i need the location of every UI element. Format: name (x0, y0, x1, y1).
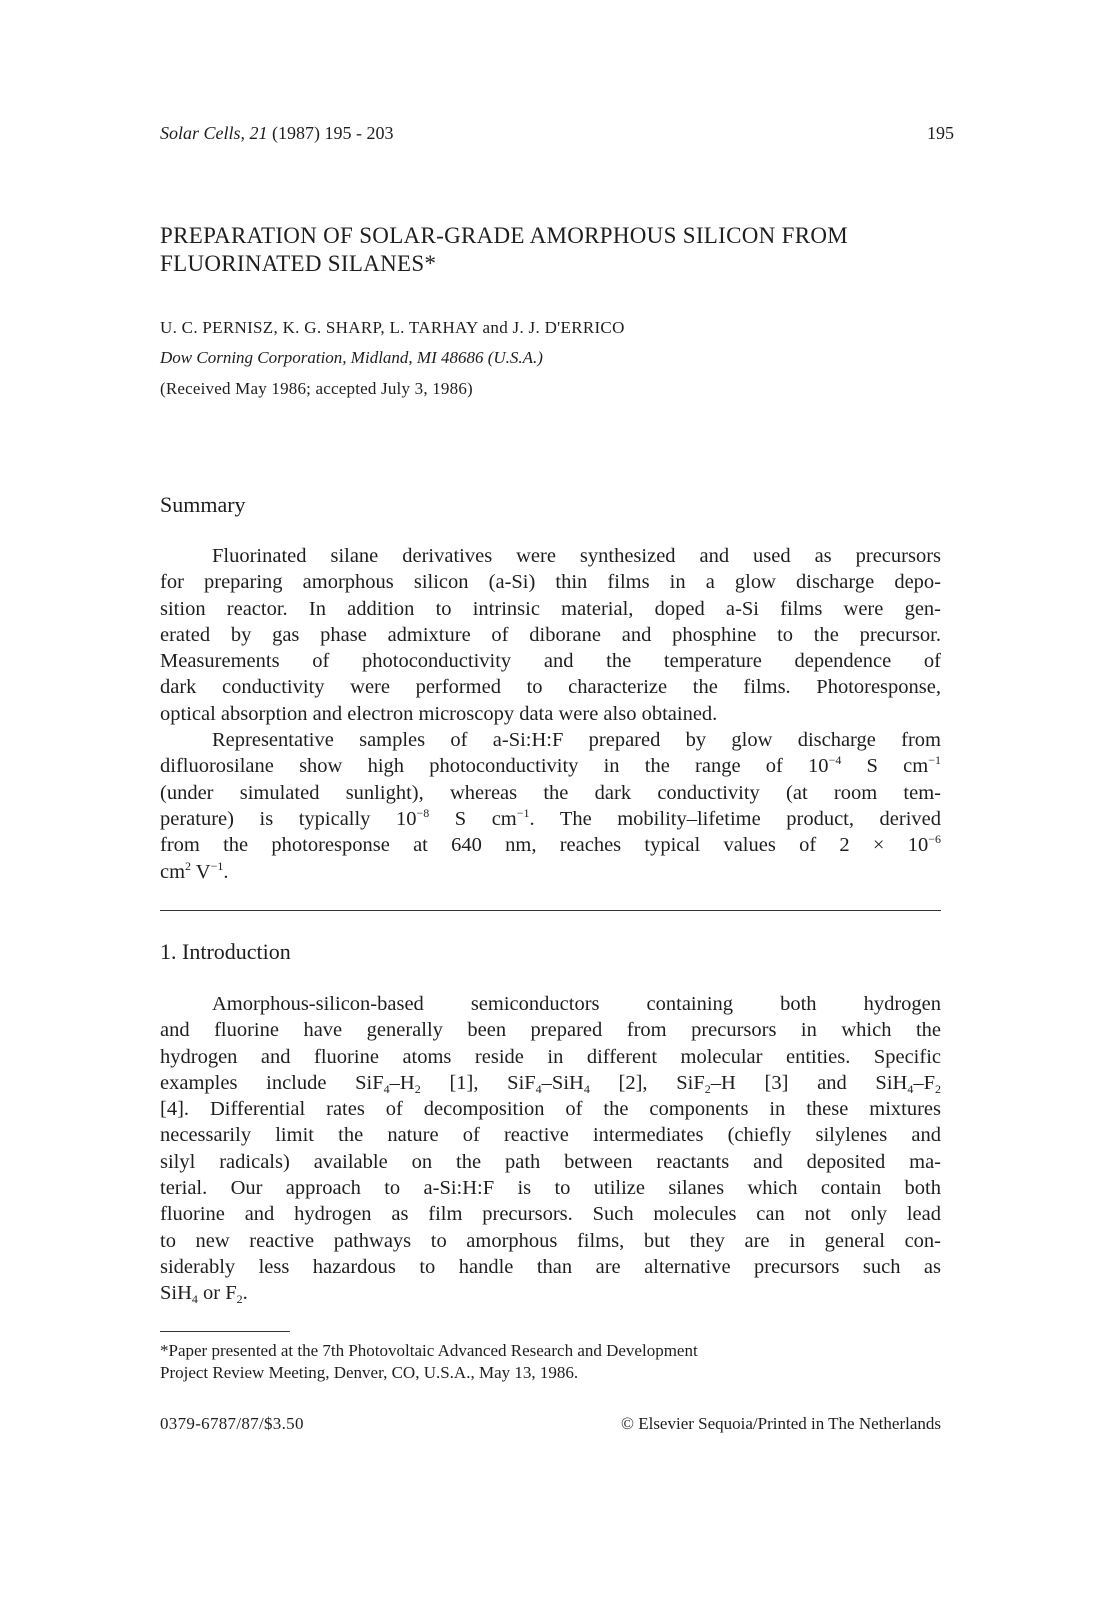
authors: U. C. PERNISZ, K. G. SHARP, L. TARHAY and J. J. D'ERRICO (160, 318, 625, 337)
summary-line: for preparing amorphous silicon (a-Si) thin films in a glow discharge depo- (160, 571, 941, 594)
superscript: −8 (416, 805, 430, 820)
text-run: –H (389, 1071, 415, 1094)
text-run: difluorosilane show high photoconductivity in the range of 10 (160, 755, 829, 778)
text-run: V (191, 860, 211, 883)
subscript: 4 (535, 1081, 542, 1096)
summary-heading: Summary (160, 492, 246, 517)
text-run: from the photoresponse at 640 nm, reaches typical values of 2 × 10 (160, 834, 929, 857)
summary-line (160, 806, 941, 832)
text-run: [1], SiF (420, 1071, 536, 1094)
issn-price: 0379-6787/87/$3.50 (160, 1414, 304, 1433)
summary-line (160, 832, 941, 858)
running-head (160, 123, 960, 144)
journal-volume: 21 (249, 123, 268, 143)
intro-line: and fluorine have generally been prepared from precursors in which the (160, 1019, 941, 1042)
footnote-rule (160, 1331, 290, 1332)
intro-line: silyl radicals) available on the path between reactants and deposited ma- (160, 1150, 941, 1173)
text-run: . (223, 860, 229, 883)
introduction-heading: 1. Introduction (160, 939, 291, 964)
intro-line: terial. Our approach to a-Si:H:F is to utilize silanes which contain both (160, 1177, 941, 1200)
text-run: cm (160, 860, 186, 883)
superscript: −4 (828, 753, 842, 768)
subscript: 4 (191, 1292, 198, 1307)
intro-line: Amorphous-silicon-based semiconductors containing both hydrogen (212, 993, 941, 1015)
superscript: −1 (928, 753, 941, 768)
text-run: [2], SiF (589, 1071, 705, 1094)
superscript: −6 (928, 832, 941, 847)
intro-line: necessarily limit the nature of reactive intermediates (chiefly silylenes and (160, 1124, 941, 1147)
summary-line: optical absorption and electron microscopy data were also obtained. (160, 702, 718, 725)
text-run: perature) is typically 10 (160, 807, 417, 830)
subscript: 2 (935, 1081, 941, 1096)
page-number: 195 (927, 123, 954, 143)
summary-line: Measurements of photoconductivity and the temperature dependence of (160, 650, 941, 673)
summary-line: Representative samples of a-Si:H:F prepared by glow discharge from (212, 729, 941, 752)
summary-line: (under simulated sunlight), whereas the dark conductivity (at room tem- (160, 781, 941, 804)
subscript: 2 (704, 1081, 711, 1096)
title-line-1: PREPARATION OF SOLAR-GRADE AMORPHOUS SILICON FROM (160, 223, 848, 248)
subscript: 2 (236, 1292, 243, 1307)
subscript: 4 (583, 1081, 590, 1096)
text-run: –F (913, 1071, 935, 1094)
intro-line: hydrogen and fluorine atoms reside in different molecular entities. Specific (160, 1045, 941, 1068)
intro-line: fluorine and hydrogen as film precursors. Such molecules can not only lead (160, 1203, 941, 1226)
summary-line: Fluorinated silane derivatives were synthesized and used as precursors (212, 545, 941, 567)
intro-line (160, 1280, 941, 1306)
text-run: examples include SiF (160, 1071, 384, 1094)
footnote-line: *Paper presented at the 7th Photovoltaic Advanced Research and Development (160, 1341, 698, 1360)
intro-line: [4]. Differential rates of decomposition of the components in these mixtures (160, 1098, 941, 1121)
text-run: SiH (160, 1282, 192, 1305)
section-divider (160, 910, 941, 911)
intro-line: siderably less hazardous to handle than are alternative precursors such as (160, 1255, 941, 1278)
paper-title (160, 222, 960, 278)
publisher-line: © Elsevier Sequoia/Printed in The Netherlands (621, 1414, 941, 1433)
footnote (160, 1340, 941, 1384)
text-run: . (242, 1282, 248, 1305)
intro-line: to new reactive pathways to amorphous films, but they are in general con- (160, 1229, 941, 1252)
intro-line (160, 1070, 941, 1096)
summary-line: erated by gas phase admixture of diborane and phosphine to the precursor. (160, 623, 941, 646)
text-run: S cm (841, 755, 929, 778)
introduction-body (160, 991, 941, 1307)
affiliation: Dow Corning Corporation, Midland, MI 48686 (U.S.A.) (160, 348, 543, 367)
subscript: 4 (907, 1081, 914, 1096)
summary-abstract (160, 543, 941, 885)
text-run: or F (197, 1282, 237, 1305)
text-run: . The mobility–lifetime product, derived (529, 807, 941, 830)
title-line-2: FLUORINATED SILANES* (160, 251, 437, 276)
summary-line (160, 753, 941, 779)
journal-name: Solar Cells, (160, 123, 246, 143)
text-run: –H [3] and SiH (710, 1071, 908, 1094)
superscript: 2 (185, 858, 192, 873)
journal-issue-info: (1987) 195 - 203 (272, 123, 394, 143)
summary-line: sition reactor. In addition to intrinsic material, doped a-Si films were gen- (160, 597, 941, 620)
summary-line (160, 859, 941, 885)
subscript: 4 (383, 1081, 390, 1096)
summary-line: dark conductivity were performed to characterize the films. Photoresponse, (160, 676, 941, 699)
superscript: −1 (210, 858, 224, 873)
text-run: S cm (429, 807, 517, 830)
subscript: 2 (414, 1081, 421, 1096)
received-dates: (Received May 1986; accepted July 3, 1986) (160, 379, 473, 398)
text-run: –SiH (541, 1071, 584, 1094)
superscript: −1 (516, 805, 530, 820)
footnote-line: Project Review Meeting, Denver, CO, U.S.A., May 13, 1986. (160, 1363, 579, 1382)
